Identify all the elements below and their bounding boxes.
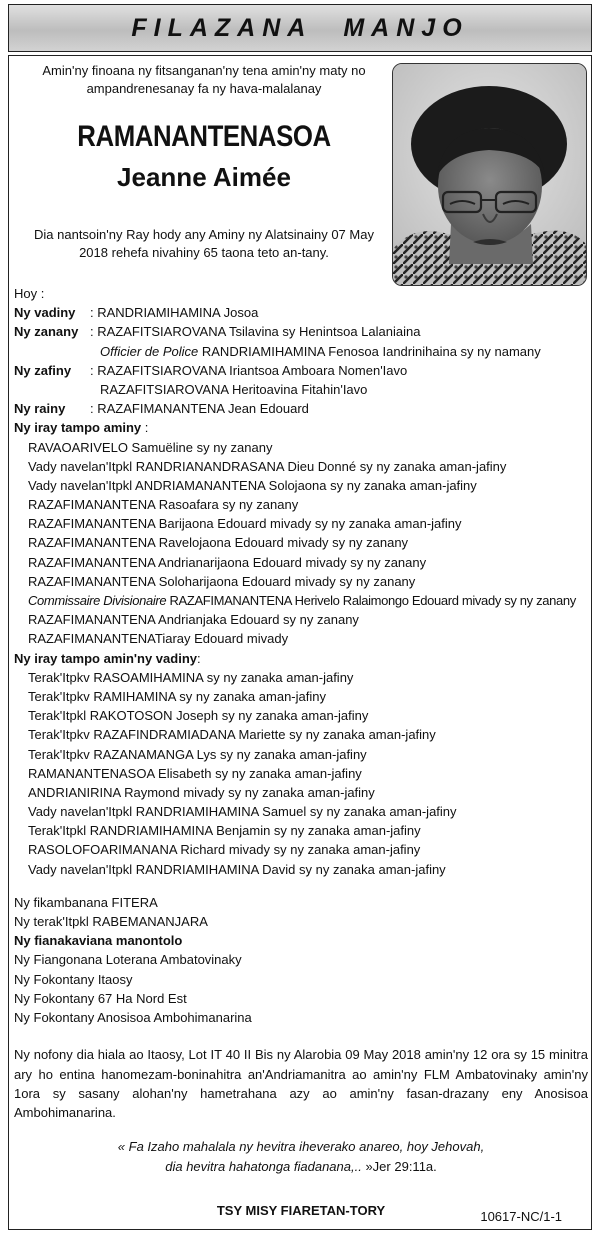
spouse-sibling-item: Terak'Itpkv RAZAFINDRAMIADANA Mariette sy ny zanaka aman-jafiny <box>28 727 436 743</box>
quote-text: dia hevitra hahatonga fiadanana,.. <box>165 1158 362 1174</box>
org-line: Ny Fokontany Itaosy <box>14 971 133 987</box>
sibling-item <box>14 591 588 610</box>
children-line <box>14 322 588 341</box>
sibling-item: RAZAFIMANANTENA Andrianjaka Edouard sy ny zanany <box>28 612 359 628</box>
spouse-sibling-item: Terak'Itpkv RAMIHAMINA sy ny zanaka aman-jafiny <box>28 688 326 704</box>
spouse-sibling-item: Terak'Itpkv RASOAMIHAMINA sy ny zanaka aman-jafiny <box>28 669 354 685</box>
spouse-sibling-item: Vady navelan'Itpkl RANDRIAMIHAMINA David sy ny zanaka aman-jafiny <box>28 861 446 877</box>
reference-number: 10617-NC/1-1 <box>480 1209 562 1224</box>
org-line: Ny fianakaviana manontolo <box>14 933 183 949</box>
spouse-sibling-item: Terak'Itpkv RAZANAMANGA Lys sy ny zanaka aman-jafiny <box>28 746 367 762</box>
father-label: Ny rainy <box>14 401 66 417</box>
org-line: Ny Fiangonana Loterana Ambatovinaky <box>14 952 242 968</box>
father-line <box>14 399 588 418</box>
spouse-sibling-item: ANDRIANIRINA Raymond mivady sy ny zanaka aman-jafiny <box>28 784 375 800</box>
intro-text <box>21 62 387 98</box>
death-line: 2018 rehefa nivahiny 65 taona teto an-tany. <box>79 245 329 260</box>
spouse-line <box>14 303 588 322</box>
spouse-siblings-colon: : <box>196 650 201 666</box>
org-line: Ny Fokontany Anosisoa Ambohimanarina <box>14 1009 252 1025</box>
spouse-sibling-item: Terak'Itpkl RAKOTOSON Joseph sy ny zanaka aman-jafiny <box>28 708 369 724</box>
spouse-label: Ny vadiny <box>14 305 76 321</box>
children-line <box>14 342 588 361</box>
spouse-sibling-item: RAMANANTENASOA Elisabeth sy ny zanaka aman-jafiny <box>28 765 362 781</box>
org-line: Ny fikambanana FITERA <box>14 894 158 910</box>
spouse-siblings-heading <box>14 649 588 668</box>
grandchildren-line <box>14 361 588 380</box>
death-announcement <box>21 226 387 262</box>
spouse-text: : RANDRIAMIHAMINA Josoa <box>90 305 259 321</box>
header-banner <box>8 4 592 52</box>
portrait-photo <box>392 63 587 286</box>
header-title: FILAZANA MANJO <box>131 13 469 42</box>
sibling-item: RAZAFIMANANTENA Ravelojaona Edouard mivady sy ny zanany <box>28 535 409 551</box>
spouse-sibling-item: RASOLOFOARIMANANA Richard mivady sy ny zanaka aman-jafiny <box>28 842 421 858</box>
obituary-frame <box>8 55 592 1230</box>
obituary-body <box>14 284 588 1177</box>
father-text: : RAZAFIMANANTENA Jean Edouard <box>90 401 309 417</box>
no-wake-notice: TSY MISY FIARETAN-TORY <box>216 1203 386 1218</box>
sibling-item: RAZAFIMANANTENA Rasoafara sy ny zanany <box>28 497 299 513</box>
deceased-given-name: Jeanne Aimée <box>117 162 291 192</box>
siblings-label: Ny iray tampo aminy <box>14 420 142 436</box>
sibling-item: Vady navelan'Itpkl RANDRIANANDRASANA Dieu Donné sy ny zanaka aman-jafiny <box>28 458 507 474</box>
sibling-item: Vady navelan'Itpkl ANDRIAMANANTENA Solojaona sy ny zanaka aman-jafiny <box>28 477 477 493</box>
grandchildren-text: : RAZAFITSIAROVANA Iriantsoa Amboara Nomen'Iavo <box>90 362 408 378</box>
children-text: : RAZAFITSIAROVANA Tsilavina sy Henintsoa Lalaniaina <box>90 324 421 340</box>
children-title: Officier de Police <box>100 343 199 359</box>
intro-line: ampandrenesanay fa ny hava-malalanay <box>86 81 322 96</box>
sibling-item: RAZAFIMANANTENA Andrianarijaona Edouard mivady sy ny zanany <box>28 554 427 570</box>
sibling-item: RAZAFIMANANTENA Soloharijaona Edouard mivady sy ny zanany <box>28 573 416 589</box>
sibling-item: RAVAOARIVELO Samuëline sy ny zanany <box>28 439 273 455</box>
org-line: Ny Fokontany 67 Ha Nord Est <box>14 990 187 1006</box>
sibling-text: RAZAFIMANANTENA Herivelo Ralaimongo Edouard mivady sy ny zanany <box>166 593 576 608</box>
org-line: Ny terak'Itpkl RABEMANANJARA <box>14 914 208 929</box>
footer <box>14 1203 588 1223</box>
bible-quote <box>14 1137 588 1177</box>
hoy-label: Hoy : <box>14 286 45 301</box>
quote-reference: »Jer 29:11a. <box>361 1158 437 1174</box>
spouse-sibling-item: Vady navelan'Itpkl RANDRIAMIHAMINA Samuel sy ny zanaka aman-jafiny <box>28 804 457 820</box>
children-label: Ny zanany <box>14 324 79 340</box>
death-line: Dia nantsoin'ny Ray hody any Aminy ny Alatsinainy 07 May <box>34 227 374 242</box>
quote-line <box>14 1157 588 1177</box>
intro-line: Amin'ny finoana ny fitsanganan'ny tena amin'ny maty no <box>42 63 366 78</box>
sibling-item: RAZAFIMANANTENA Barijaona Edouard mivady sy ny zanaka aman-jafiny <box>28 516 462 532</box>
sibling-title: Commissaire Divisionaire <box>28 593 167 608</box>
funeral-notice: Ny nofony dia hiala ao Itaosy, Lot IT 40 II Bis ny Alarobia 09 May 2018 amin'ny 12 ora sy 15 minitra ary ho entina hanomezam-boninahitra an'Andriamanitra ao amin'ny FLM Ambatovinaky amin'ny 1ora sy sasany alohan'ny hametrahana azy ao amin'ny fasan-drazany eny Anosisoa Ambohimanarina. <box>14 1047 588 1121</box>
deceased-surname: RAMANANTENASOA <box>77 120 331 153</box>
quote-line: « Fa Izaho mahalala ny hevitra iheverako anareo, hoy Jehovah, <box>117 1138 485 1154</box>
children-text: RANDRIAMIHAMINA Fenosoa Iandrinihaina sy ny namany <box>198 343 541 359</box>
grandchildren-label: Ny zafiny <box>14 362 72 378</box>
siblings-colon: : <box>141 420 149 436</box>
sibling-item: RAZAFIMANANTENATiaray Edouard mivady <box>28 631 289 647</box>
spouse-siblings-label: Ny iray tampo amin'ny vadiny <box>14 650 197 666</box>
spouse-sibling-item: Terak'Itpkl RANDRIAMIHAMINA Benjamin sy ny zanaka aman-jafiny <box>28 823 421 839</box>
portrait-illustration <box>393 64 586 285</box>
siblings-heading <box>14 418 588 437</box>
grandchildren-line: RAZAFITSIAROVANA Heritoavina Fitahin'Iavo <box>100 381 368 397</box>
